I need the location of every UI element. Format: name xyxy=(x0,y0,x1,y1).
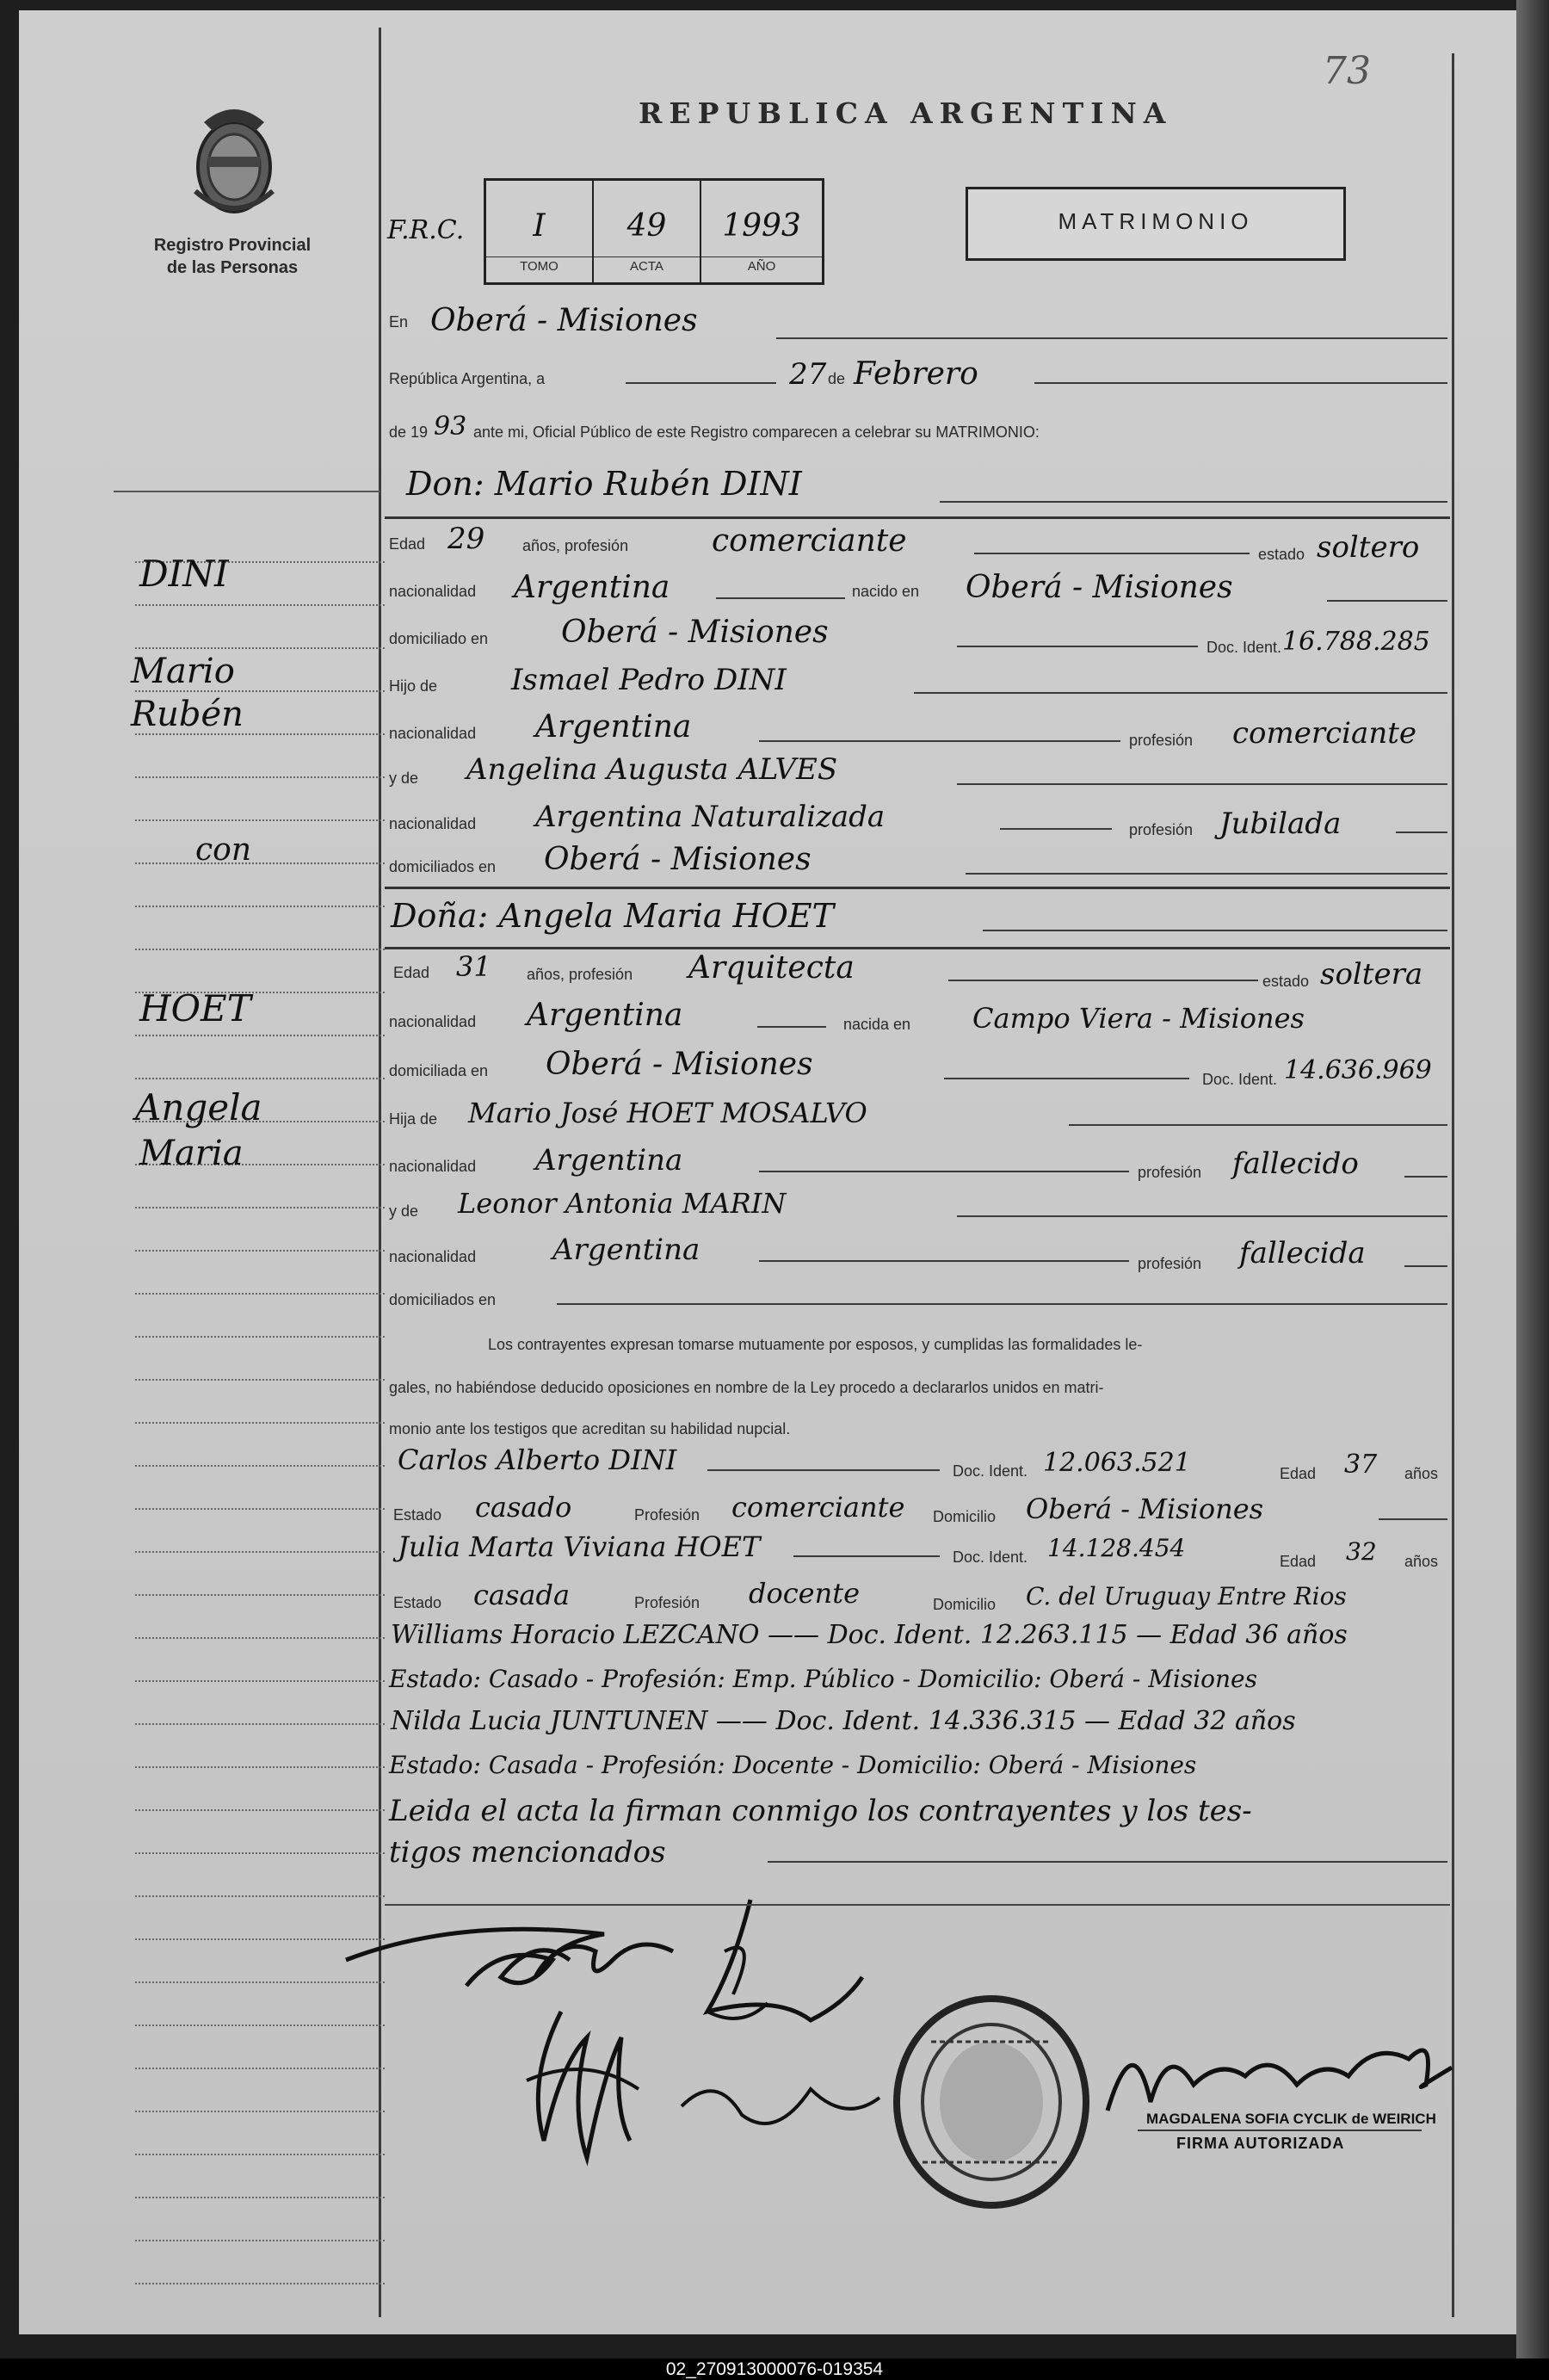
groom-profession: comerciante xyxy=(712,523,907,559)
registry-name-line1: Registro Provincial xyxy=(153,236,312,255)
closing-line-1: Leida el acta la firman conmigo los contrayentes y los tes- xyxy=(389,1794,1252,1828)
bride-father: Mario José HOET MOSALVO xyxy=(468,1097,867,1129)
margin-groom-given-1: Mario xyxy=(131,652,235,691)
official-stamp-icon xyxy=(888,1990,1095,2214)
record-type-box xyxy=(966,187,1346,261)
witness-4-detail: Estado: Casada - Profesión: Docente - Domicilio: Oberá - Misiones xyxy=(389,1751,1197,1779)
bride-nationality: Argentina xyxy=(527,998,683,1033)
witness-1-age: 37 xyxy=(1344,1450,1378,1480)
declaration-line-2: gales, no habiéndose deducido oposiciones en nombre de la Ley procedo a declararlos unidos en matri- xyxy=(389,1379,1104,1396)
bride-mother-nat-label: nacionalidad xyxy=(389,1248,477,1265)
declaration-line-1: Los contrayentes expresan tomarse mutuamente por esposos, y cumplidas las formalidades le- xyxy=(488,1336,1143,1353)
closing-line-2: tigos mencionados xyxy=(389,1835,666,1870)
groom-nacido-label: nacido en xyxy=(852,583,920,600)
bride-estado-label: estado xyxy=(1262,973,1310,990)
certificate-page xyxy=(19,10,1516,2334)
book-binding xyxy=(1516,0,1549,2358)
groom-age: 29 xyxy=(447,522,485,556)
page-number: 73 xyxy=(1323,49,1371,93)
groom-nat-label: nacionalidad xyxy=(389,583,477,600)
witness-4-line: Nilda Lucia JUNTUNEN —— Doc. Ident. 14.336.315 — Edad 32 años xyxy=(391,1706,1296,1736)
groom-hijo-label: Hijo de xyxy=(389,677,438,695)
witness-2-doc: 14.128.454 xyxy=(1047,1534,1186,1562)
witness-1-prof-label: Profesión xyxy=(634,1506,700,1524)
margin-groom-given-2: Rubén xyxy=(131,695,244,734)
ano-label: AÑO xyxy=(701,257,822,274)
witness-2-anos-label: años xyxy=(1404,1553,1439,1570)
groom-father-profession: comerciante xyxy=(1232,716,1416,751)
signatures-drawing xyxy=(329,1882,966,2184)
witness-2-age: 32 xyxy=(1346,1537,1377,1566)
section-rule xyxy=(385,516,1450,519)
margin-bride-given-1: Angela xyxy=(135,1086,262,1128)
right-border xyxy=(1452,53,1454,2317)
groom-father: Ismael Pedro DINI xyxy=(511,663,787,697)
witness-2-profession: docente xyxy=(749,1577,861,1610)
acta-label: ACTA xyxy=(594,257,700,274)
bride-age: 31 xyxy=(456,950,491,983)
bride-father-nationality: Argentina xyxy=(535,1143,683,1178)
witness-1-dom-label: Domicilio xyxy=(933,1508,997,1525)
year-prefix: de 19 xyxy=(389,423,429,441)
margin-bride-surname: HOET xyxy=(139,987,251,1029)
witness-1-doc-label: Doc. Ident. xyxy=(953,1462,1028,1480)
margin-connector: con xyxy=(195,832,252,868)
declaration-line-3: monio ante los testigos que acreditan su habilidad nupcial. xyxy=(389,1420,791,1437)
groom-doc: 16.788.285 xyxy=(1282,627,1430,657)
bride-father-profession: fallecido xyxy=(1232,1147,1359,1181)
tomo-value: I xyxy=(533,208,546,244)
witness-2-dom-label: Domicilio xyxy=(933,1596,997,1613)
bride-father-nat-label: nacionalidad xyxy=(389,1158,477,1175)
margin-bride-given-2: Maria xyxy=(139,1134,244,1173)
groom-parents-domicile: Oberá - Misiones xyxy=(544,842,812,877)
image-id-caption: 02_270913000076-019354 xyxy=(0,2358,1549,2380)
groom-doc-label: Doc. Ident. xyxy=(1206,639,1282,656)
witness-1-anos-label: años xyxy=(1404,1465,1439,1482)
groom-estado-label: estado xyxy=(1258,546,1305,563)
witness-2-prof-label: Profesión xyxy=(634,1594,700,1611)
year-suffix: 93 xyxy=(434,411,467,442)
bride-parents-dom-label: domiciliados en xyxy=(389,1291,497,1308)
groom-father-prof-label: profesión xyxy=(1129,732,1194,749)
groom-yde-label: y de xyxy=(389,770,419,787)
registry-name-line2: de las Personas xyxy=(166,258,299,277)
margin-groom-surname: DINI xyxy=(139,553,229,595)
witness-3-detail: Estado: Casado - Profesión: Emp. Público - Domicilio: Oberá - Misiones xyxy=(389,1665,1257,1693)
witness-1-doc: 12.063.521 xyxy=(1043,1448,1191,1478)
witness-2-doc-label: Doc. Ident. xyxy=(953,1549,1028,1566)
groom-mother: Angelina Augusta ALVES xyxy=(466,752,838,787)
bride-mother-prof-label: profesión xyxy=(1138,1255,1202,1272)
groom-estado: soltero xyxy=(1317,530,1420,565)
margin-header-rule xyxy=(114,491,380,492)
bride-dom-label: domiciliada en xyxy=(389,1062,489,1079)
acta-value: 49 xyxy=(626,208,667,244)
bride-nacida-label: nacida en xyxy=(843,1016,911,1033)
country-title: REPUBLICA ARGENTINA xyxy=(639,96,1173,130)
witness-1-estado: casado xyxy=(475,1491,572,1524)
bride-father-prof-label: profesión xyxy=(1138,1164,1202,1181)
witness-1-domicile: Oberá - Misiones xyxy=(1026,1493,1264,1525)
record-type: MATRIMONIO xyxy=(1058,208,1254,234)
witness-2-edad-label: Edad xyxy=(1280,1553,1317,1570)
section-rule xyxy=(385,947,1450,949)
bride-mother-nationality: Argentina xyxy=(552,1233,700,1267)
witness-2-name: Julia Marta Viviana HOET xyxy=(398,1530,761,1563)
groom-anos-label: años, profesión xyxy=(522,537,629,554)
groom-parents-dom-label: domiciliados en xyxy=(389,858,497,875)
en-label: En xyxy=(389,313,409,331)
bride-doc-label: Doc. Ident. xyxy=(1202,1071,1278,1088)
bride-profession: Arquitecta xyxy=(688,950,855,986)
groom-edad-label: Edad xyxy=(389,535,426,553)
bride-anos-label: años, profesión xyxy=(527,966,633,983)
ano-value: 1993 xyxy=(722,208,801,244)
groom-domicile: Oberá - Misiones xyxy=(561,615,829,650)
witness-1-profession: comerciante xyxy=(731,1491,905,1524)
bride-doc: 14.636.969 xyxy=(1284,1055,1432,1085)
bride-edad-label: Edad xyxy=(393,964,430,981)
bride-mother-profession: fallecida xyxy=(1239,1236,1366,1270)
bride-nat-label: nacionalidad xyxy=(389,1013,477,1030)
frc-label: F.R.C. xyxy=(387,215,465,245)
witness-2-estado-label: Estado xyxy=(393,1594,442,1611)
coat-of-arms-icon xyxy=(187,96,281,226)
groom-mother-nationality: Argentina Naturalizada xyxy=(535,800,886,834)
republica-label: República Argentina, a xyxy=(389,370,546,387)
month: Febrero xyxy=(854,356,978,392)
bride-hija-label: Hija de xyxy=(389,1110,438,1128)
witness-2-domicile: C. del Uruguay Entre Rios xyxy=(1026,1582,1347,1610)
bride-mother: Leonor Antonia MARIN xyxy=(458,1187,787,1220)
section-rule xyxy=(385,1904,1450,1906)
record-number-box xyxy=(484,178,824,285)
official-name: MAGDALENA SOFIA CYCLIK de WEIRICH xyxy=(1146,2111,1436,2127)
witness-1-estado-label: Estado xyxy=(393,1506,442,1524)
groom-birthplace: Oberá - Misiones xyxy=(966,570,1233,605)
place: Oberá - Misiones xyxy=(430,303,698,338)
official-signature-drawing xyxy=(1099,2007,1460,2128)
groom-father-nat-label: nacionalidad xyxy=(389,725,477,742)
de-label: de xyxy=(828,370,846,387)
bride-estado: soltera xyxy=(1320,957,1423,992)
tomo-label: TOMO xyxy=(486,257,592,274)
groom-mother-prof-label: profesión xyxy=(1129,821,1194,838)
bride-title: Doña: Angela Maria HOET xyxy=(391,897,834,935)
bride-domicile: Oberá - Misiones xyxy=(546,1047,813,1082)
groom-mother-nat-label: nacionalidad xyxy=(389,815,477,832)
section-rule xyxy=(385,887,1450,889)
witness-3-line: Williams Horacio LEZCANO —— Doc. Ident. 12.263.115 — Edad 36 años xyxy=(391,1620,1348,1650)
witness-1-name: Carlos Alberto DINI xyxy=(398,1443,677,1476)
groom-dom-label: domiciliado en xyxy=(389,630,489,647)
groom-mother-profession: Jubilada xyxy=(1219,807,1342,841)
witness-1-edad-label: Edad xyxy=(1280,1465,1317,1482)
bride-birthplace: Campo Viera - Misiones xyxy=(972,1002,1305,1035)
official-title: FIRMA AUTORIZADA xyxy=(1176,2135,1345,2152)
day: 27 xyxy=(789,357,827,392)
groom-title: Don: Mario Rubén DINI xyxy=(406,465,802,503)
bride-yde-label: y de xyxy=(389,1202,419,1220)
groom-nationality: Argentina xyxy=(514,570,670,605)
witness-2-estado: casada xyxy=(473,1579,571,1611)
ante-text: ante mi, Oficial Público de este Registro comparecen a celebrar su MATRIMONIO: xyxy=(473,423,1040,441)
groom-father-nationality: Argentina xyxy=(535,709,692,745)
